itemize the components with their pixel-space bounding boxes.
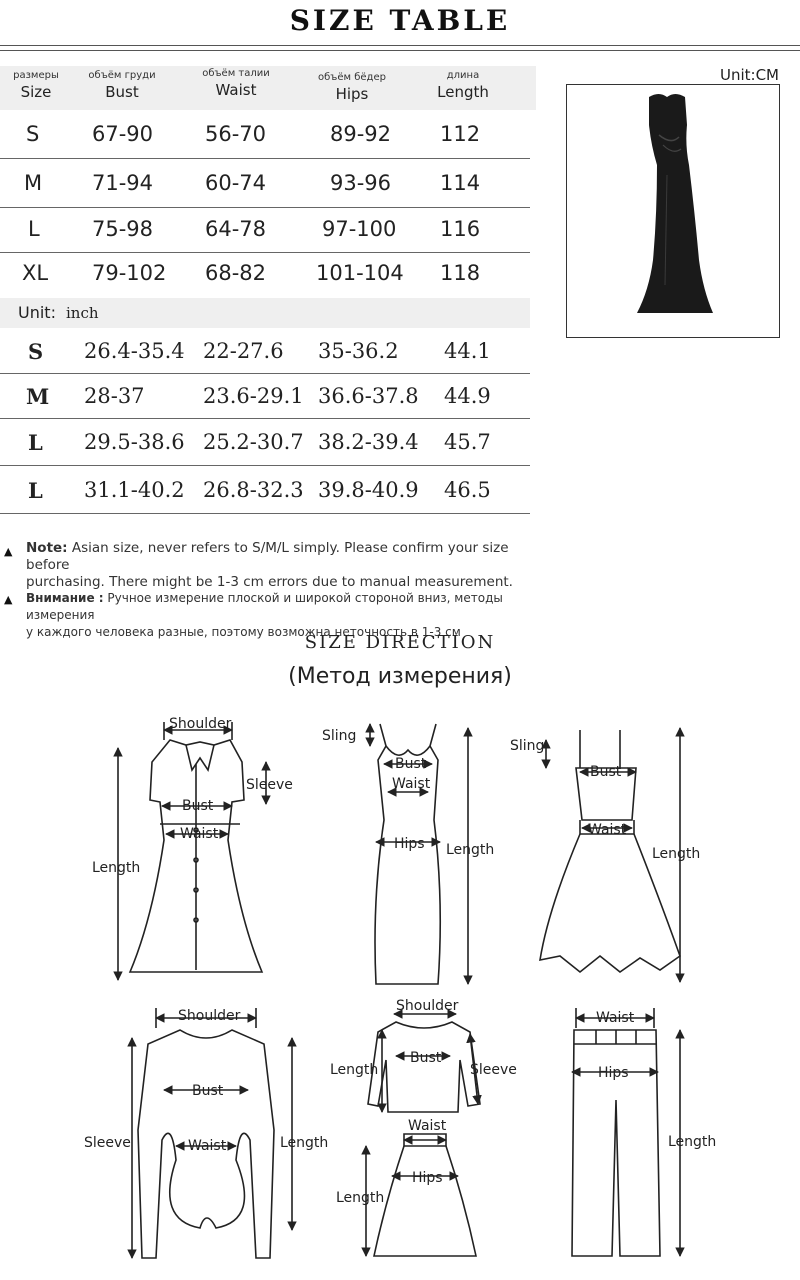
header-bust: объём груди Bust [88,70,156,101]
measurement-diagrams [0,700,800,1280]
note-english [26,540,546,591]
note-text: Ручное измерение плоской и широкой стороной вниз, методы измерения [26,591,503,622]
unit-inch-row [0,298,530,328]
label-bust: Bust [395,756,427,772]
divider [0,45,800,46]
unit-inch-value: inch [66,304,99,322]
label-length: Length [668,1134,717,1150]
label-shoulder: Shoulder [396,998,459,1014]
label-bust: Bust [410,1050,442,1066]
header-length: длина Length [437,70,489,101]
table-header [0,66,536,110]
label-sling: Sling [322,728,357,744]
note-label: Внимание : [26,591,104,605]
header-size: размеры Size [13,70,59,101]
label-sling: Sling [510,738,545,754]
label-bust: Bust [590,764,622,780]
label-sleeve: Sleeve [246,777,293,793]
label-sleeve: Sleeve [470,1062,517,1078]
size-direction-subtitle: (Метод измерения) [288,664,512,689]
label-hips: Hips [394,836,425,852]
row-divider [0,252,530,253]
divider [0,50,800,51]
shirt-dress-diagram [118,722,266,980]
label-waist: Waist [588,822,627,838]
label-length: Length [336,1190,385,1206]
row-divider [0,207,530,208]
unit-cm-label: Unit:CM [720,66,780,84]
label-shoulder: Shoulder [169,716,232,732]
bodysuit-diagram [132,1008,292,1258]
note-text: purchasing. There might be 1-3 cm errors due to manual measurement. [26,574,513,590]
label-waist: Waist [180,826,219,842]
product-photo [566,84,780,338]
label-sleeve: Sleeve [84,1135,131,1151]
unit-inch-label: Unit: [18,303,56,322]
label-length: Length [92,860,141,876]
size-direction-title: SIZE DIRECTION [304,632,496,653]
label-waist: Waist [408,1118,447,1134]
label-bust: Bust [192,1083,224,1099]
label-hips: Hips [412,1170,443,1186]
label-length: Length [446,842,495,858]
row-divider [0,373,530,374]
label-waist: Waist [392,776,431,792]
label-waist: Waist [596,1010,635,1026]
label-length: Length [280,1135,329,1151]
pants-diagram [572,1008,680,1256]
triangle-icon: ▲ [4,545,13,558]
page-title: SIZE TABLE [289,4,511,37]
triangle-icon: ▲ [4,593,13,606]
note-text: Asian size, never refers to S/M/L simply. Please confirm your size before [26,540,509,573]
row-divider [0,513,530,514]
label-length: Length [652,846,701,862]
row-divider [0,418,530,419]
label-waist: Waist [188,1138,227,1154]
label-hips: Hips [598,1065,629,1081]
label-length: Length [330,1062,379,1078]
note-text: у каждого человека разные, поэтому возможна неточность в 1-3 см [26,625,461,639]
row-divider [0,158,530,159]
header-hips: объём бёдер Hips [318,72,386,103]
note-label: Note: [26,540,68,556]
row-divider [0,465,530,466]
label-bust: Bust [182,798,214,814]
label-shoulder: Shoulder [178,1008,241,1024]
header-waist: объём талии Waist [202,68,270,99]
